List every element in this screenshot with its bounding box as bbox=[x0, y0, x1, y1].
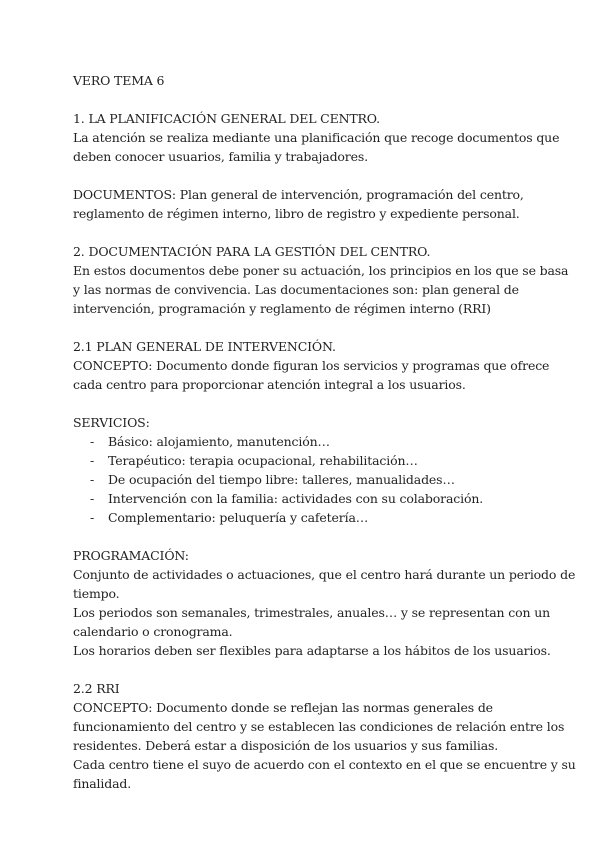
bullet-dash: - bbox=[90, 510, 95, 525]
spacer bbox=[73, 90, 543, 109]
bullet-dash: - bbox=[90, 434, 95, 449]
paragraph-line: calendario o cronograma. bbox=[73, 624, 233, 639]
bullet-dash: - bbox=[90, 453, 95, 468]
paragraph-line: intervención, programación y reglamento de régimen interno (RRI) bbox=[73, 301, 491, 316]
bullet-dash: - bbox=[90, 491, 95, 506]
paragraph-line: cada centro para proporcionar atención integral a los usuarios. bbox=[73, 377, 466, 392]
list-item-text: Terapéutico: terapia ocupacional, rehabilitación… bbox=[108, 453, 418, 468]
spacer bbox=[73, 318, 543, 337]
paragraph-line: DOCUMENTOS: Plan general de intervención, programación del centro, bbox=[73, 187, 524, 202]
section-heading-planificacion: 1. LA PLANIFICACIÓN GENERAL DEL CENTRO. bbox=[73, 111, 380, 126]
spacer bbox=[73, 166, 543, 185]
section-heading-servicios: SERVICIOS: bbox=[73, 415, 150, 430]
paragraph-line: La atención se realiza mediante una planificación que recoge documentos que bbox=[73, 130, 560, 145]
paragraph-line: deben conocer usuarios, familia y trabajadores. bbox=[73, 149, 368, 164]
list-item-text: De ocupación del tiempo libre: talleres, manualidades… bbox=[108, 472, 455, 487]
list-item bbox=[73, 508, 543, 527]
spacer bbox=[73, 527, 543, 546]
bullet-dash: - bbox=[90, 472, 95, 487]
list-item bbox=[73, 470, 543, 489]
spacer bbox=[73, 223, 543, 242]
paragraph-line: Cada centro tiene el suyo de acuerdo con el contexto en el que se encuentre y su bbox=[73, 757, 576, 772]
list-item bbox=[73, 451, 543, 470]
section-heading-documentacion: 2. DOCUMENTACIÓN PARA LA GESTIÓN DEL CENTRO. bbox=[73, 244, 431, 259]
paragraph-line: y las normas de convivencia. Las documentaciones son: plan general de bbox=[73, 282, 519, 297]
paragraph-line: tiempo. bbox=[73, 586, 120, 601]
list-item-text: Complementario: peluquería y cafetería… bbox=[108, 510, 369, 525]
paragraph-line: residentes. Deberá estar a disposición de los usuarios y sus familias. bbox=[73, 738, 499, 753]
paragraph-line: funcionamiento del centro y se establecen las condiciones de relación entre los bbox=[73, 719, 565, 734]
document-title: VERO TEMA 6 bbox=[73, 73, 165, 88]
list-item bbox=[73, 489, 543, 508]
paragraph-line: Los horarios deben ser flexibles para adaptarse a los hábitos de los usuarios. bbox=[73, 643, 551, 658]
paragraph-line: En estos documentos debe poner su actuación, los principios en los que se basa bbox=[73, 263, 569, 278]
paragraph-line: reglamento de régimen interno, libro de registro y expediente personal. bbox=[73, 206, 520, 221]
section-heading-programacion: PROGRAMACIÓN: bbox=[73, 548, 189, 563]
paragraph-line: CONCEPTO: Documento donde figuran los servicios y programas que ofrece bbox=[73, 358, 550, 373]
list-item bbox=[73, 432, 543, 451]
paragraph-line: Los periodos son semanales, trimestrales, anuales… y se representan con un bbox=[73, 605, 551, 620]
section-heading-rri: 2.2 RRI bbox=[73, 681, 120, 696]
list-item-text: Básico: alojamiento, manutención… bbox=[108, 434, 330, 449]
document-page bbox=[73, 71, 576, 793]
list-item-text: Intervención con la familia: actividades con su colaboración. bbox=[108, 491, 484, 506]
servicios-list bbox=[73, 432, 543, 527]
paragraph-line: Conjunto de actividades o actuaciones, que el centro hará durante un periodo de bbox=[73, 567, 576, 582]
spacer bbox=[73, 660, 543, 679]
paragraph-line: CONCEPTO: Documento donde se reflejan las normas generales de bbox=[73, 700, 493, 715]
paragraph-line: finalidad. bbox=[73, 776, 132, 791]
section-heading-plan-general: 2.1 PLAN GENERAL DE INTERVENCIÓN. bbox=[73, 339, 336, 354]
spacer bbox=[73, 394, 543, 413]
